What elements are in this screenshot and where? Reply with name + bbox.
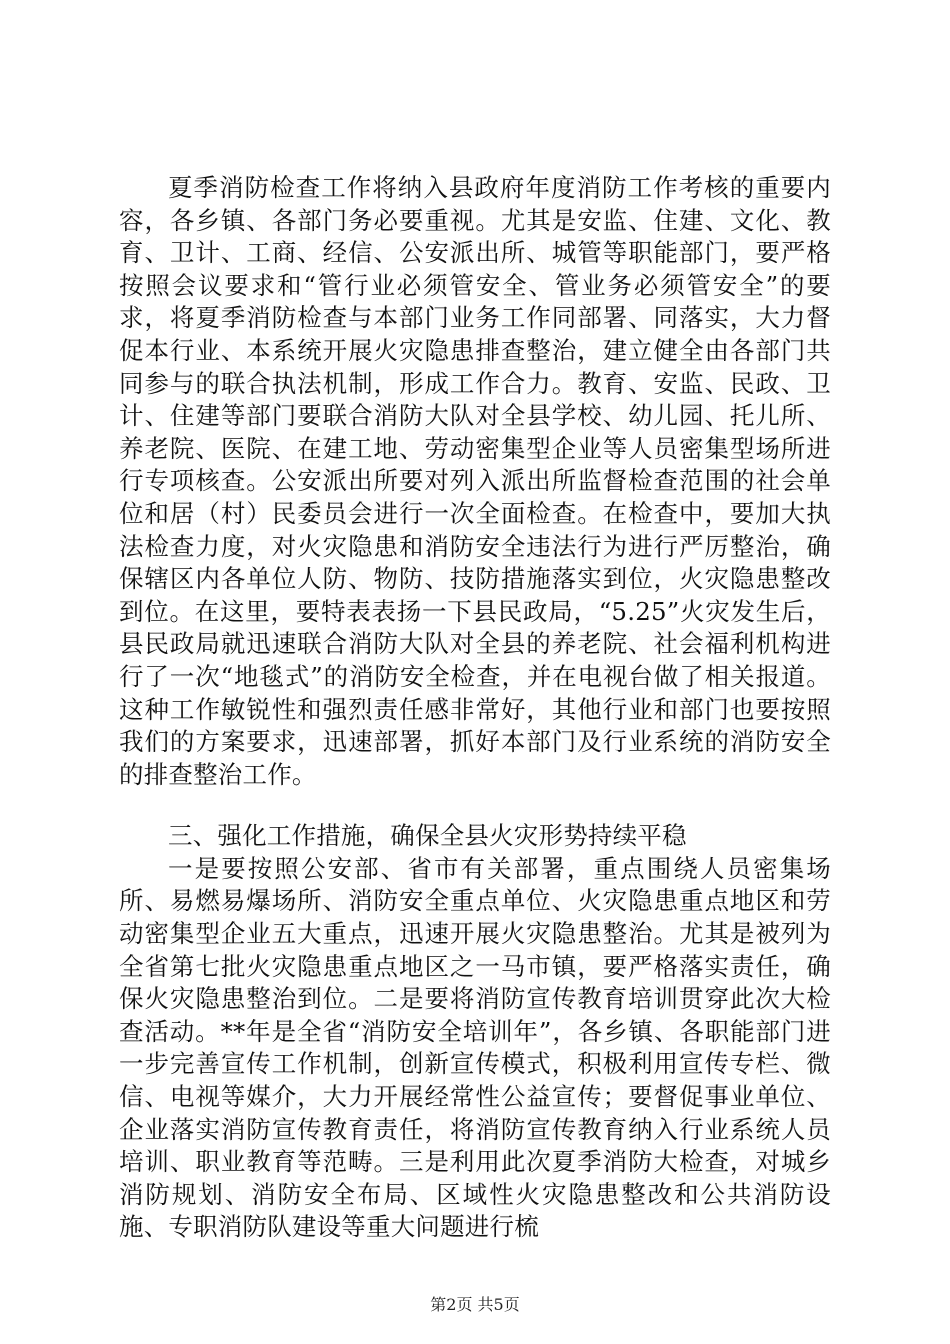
document-body xyxy=(119,172,831,1244)
page-number-label: 第2页 共5页 xyxy=(430,1295,520,1314)
section-heading: 三、强化工作措施，确保全县火灾形势持续平稳 xyxy=(168,821,687,851)
page-footer xyxy=(0,1295,950,1315)
section-paragraph: 一是要按照公安部、省市有关部署，重点围绕人员密集场所、易燃易爆场所、消防安全重点单位、火灾隐患重点地区和劳动密集型企业五大重点，迅速开展火灾隐患整治。尤其是被列为全省第七批火灾隐患重点地区之一马市镇，要严格落实责任，确保火灾隐患整治到位。二是要将消防宣传教育培训贯穿此次大检查活动。**年是全省“消防安全培训年”，各乡镇、各职能部门进一步完善宣传工作机制，创新宣传模式，积极利用宣传专栏、微信、电视等媒介，大力开展经常性公益宣传；要督促事业单位、企业落实消防宣传教育责任，将消防宣传教育纳入行业系统人员培训、职业教育等范畴。三是利用此次夏季消防大检查，对城乡消防规划、消防安全布局、区域性火灾隐患整改和公共消防设施、专职消防队建设等重大问题进行梳 xyxy=(119,853,831,1242)
body-paragraph: 夏季消防检查工作将纳入县政府年度消防工作考核的重要内容，各乡镇、各部门务必要重视。尤其是安监、住建、文化、教育、卫计、工商、经信、公安派出所、城管等职能部门，要严格按照会议要求和“管行业必须管安全、管业务必须管安全”的要求，将夏季消防检查与本部门业务工作同部署、同落实，大力督促本行业、本系统开展火灾隐患排查整治，建立健全由各部门共同参与的联合执法机制，形成工作合力。教育、安监、民政、卫计、住建等部门要联合消防大队对全县学校、幼儿园、托儿所、养老院、医院、在建工地、劳动密集型企业等人员密集型场所进行专项核查。公安派出所要对列入派出所监督检查范围的社会单位和居（村）民委员会进行一次全面检查。在检查中，要加大执法检查力度，对火灾隐患和消防安全违法行为进行严厉整治，确保辖区内各单位人防、物防、技防措施落实到位，火灾隐患整改到位。在这里，要特表表扬一下县民政局，“5.25”火灾发生后，县民政局就迅速联合消防大队对全县的养老院、社会福利机构进行了一次“地毯式”的消防安全检查，并在电视台做了相关报道。这种工作敏锐性和强烈责任感非常好，其他行业和部门也要按照我们的方案要求，迅速部署，抓好本部门及行业系统的消防安全的排查整治工作。 xyxy=(119,173,831,789)
